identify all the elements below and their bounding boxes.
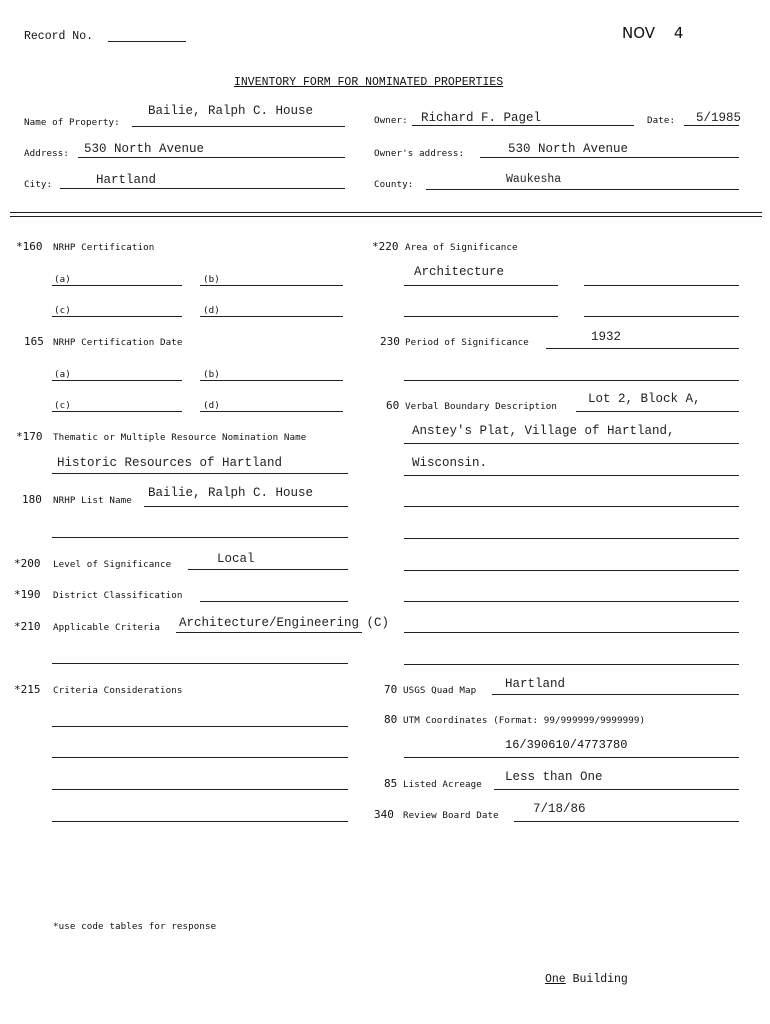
- field-60-line-8[interactable]: [404, 632, 739, 633]
- field-215-line-3[interactable]: [52, 789, 348, 790]
- field-80-number: 80: [384, 713, 398, 726]
- field-230-value[interactable]: 1932: [591, 330, 622, 344]
- field-160-label: NRHP Certification: [53, 242, 155, 253]
- property-name-label: Name of Property:: [24, 117, 120, 128]
- field-210-criteria: Architecture/Engineering: [179, 616, 360, 630]
- field-80-label: UTM Coordinates (Format: 99/999999/9999999): [403, 715, 646, 726]
- owner-label: Owner:: [374, 115, 408, 126]
- field-210-suffix: (C): [366, 616, 390, 630]
- field-200-number: *200: [14, 557, 41, 570]
- section-divider-top: [10, 212, 762, 213]
- owner-address-value[interactable]: 530 North Avenue: [508, 142, 629, 156]
- field-165-c-label: (c): [54, 400, 71, 411]
- field-200-label: Level of Significance: [53, 559, 172, 570]
- field-160-c-label: (c): [54, 305, 71, 316]
- field-165-d-line[interactable]: [200, 411, 343, 412]
- field-60-value-2[interactable]: Anstey's Plat, Village of Hartland,: [412, 424, 675, 438]
- field-180-value[interactable]: Bailie, Ralph C. House: [148, 486, 314, 500]
- field-165-b-label: (b): [203, 369, 220, 380]
- field-85-value[interactable]: Less than One: [505, 770, 603, 784]
- field-220-line-2[interactable]: [584, 285, 739, 286]
- field-165-a-label: (a): [54, 369, 71, 380]
- field-190-label: District Classification: [53, 590, 183, 601]
- field-70-value[interactable]: Hartland: [505, 677, 566, 691]
- field-215-line-1[interactable]: [52, 726, 348, 727]
- address-line: [78, 157, 345, 158]
- field-60-line-5[interactable]: [404, 538, 739, 539]
- field-160-a-line[interactable]: [52, 285, 182, 286]
- field-190-line[interactable]: [200, 601, 348, 602]
- stamp-month: NOV: [622, 24, 656, 42]
- resource-count-number: One: [545, 973, 566, 986]
- field-60-line-3: [404, 475, 739, 476]
- field-215-line-4[interactable]: [52, 821, 348, 822]
- field-170-line: [52, 473, 348, 474]
- field-165-number: 165: [24, 335, 44, 348]
- field-220-line-4[interactable]: [584, 316, 739, 317]
- field-60-value-1[interactable]: Lot 2, Block A,: [588, 392, 701, 406]
- code-tables-note: *use code tables for response: [53, 921, 217, 932]
- field-215-line-2[interactable]: [52, 757, 348, 758]
- date-line: [684, 125, 739, 126]
- field-60-line-9[interactable]: [404, 664, 739, 665]
- owner-line: [412, 125, 634, 126]
- field-220-line-1: [404, 285, 558, 286]
- field-180-number: 180: [22, 493, 42, 506]
- field-60-label: Verbal Boundary Description: [405, 401, 558, 412]
- field-220-line-3[interactable]: [404, 316, 558, 317]
- field-210-line: [176, 632, 362, 633]
- form-title: INVENTORY FORM FOR NOMINATED PROPERTIES: [234, 76, 504, 89]
- address-label: Address:: [24, 148, 70, 159]
- field-60-line-4[interactable]: [404, 506, 739, 507]
- field-60-line-2: [404, 443, 739, 444]
- field-210-value[interactable]: [179, 616, 389, 630]
- field-165-d-label: (d): [203, 400, 220, 411]
- field-70-line: [492, 694, 739, 695]
- owner-address-line: [480, 157, 739, 158]
- field-80-value[interactable]: 16/390610/4773780: [505, 738, 628, 752]
- date-value[interactable]: 5/1985: [696, 111, 742, 125]
- field-165-a-line[interactable]: [52, 380, 182, 381]
- field-60-value-3[interactable]: Wisconsin.: [412, 456, 488, 470]
- field-60-line-1: [576, 411, 739, 412]
- field-230-line: [546, 348, 739, 349]
- field-85-number: 85: [384, 777, 398, 790]
- county-label: County:: [374, 179, 414, 190]
- field-160-d-label: (d): [203, 305, 220, 316]
- city-value[interactable]: Hartland: [96, 173, 157, 187]
- field-210-line-2[interactable]: [52, 663, 348, 664]
- field-60-line-6[interactable]: [404, 570, 739, 571]
- received-date-stamp: [622, 24, 683, 42]
- field-60-line-7[interactable]: [404, 601, 739, 602]
- field-340-value[interactable]: 7/18/86: [533, 802, 586, 816]
- property-name-value[interactable]: Bailie, Ralph C. House: [148, 104, 314, 118]
- field-170-value[interactable]: Historic Resources of Hartland: [57, 456, 283, 470]
- field-160-d-line[interactable]: [200, 316, 343, 317]
- field-190-number: *190: [14, 588, 41, 601]
- field-215-number: *215: [14, 683, 41, 696]
- field-170-label: Thematic or Multiple Resource Nomination Name: [53, 432, 307, 443]
- owner-address-label: Owner's address:: [374, 148, 465, 159]
- field-165-b-line[interactable]: [200, 380, 343, 381]
- section-divider-bottom: [10, 216, 762, 217]
- field-215-label: Criteria Considerations: [53, 685, 183, 696]
- resource-count: [545, 973, 628, 986]
- field-165-c-line[interactable]: [52, 411, 182, 412]
- county-value[interactable]: Waukesha: [506, 173, 562, 186]
- stamp-day: 4: [673, 24, 684, 42]
- field-160-number: *160: [16, 240, 43, 253]
- field-70-label: USGS Quad Map: [403, 685, 477, 696]
- field-160-a-label: (a): [54, 274, 71, 285]
- field-220-number: *220: [372, 240, 399, 253]
- field-85-label: Listed Acreage: [403, 779, 482, 790]
- address-value[interactable]: 530 North Avenue: [84, 142, 205, 156]
- city-line: [60, 188, 345, 189]
- field-80-line: [404, 757, 739, 758]
- field-165-label: NRHP Certification Date: [53, 337, 183, 348]
- field-210-label: Applicable Criteria: [53, 622, 160, 633]
- field-180-line: [144, 506, 348, 507]
- field-170-number: *170: [16, 430, 43, 443]
- field-200-line: [188, 569, 348, 570]
- resource-type: Building: [572, 973, 628, 986]
- field-160-b-line[interactable]: [200, 285, 343, 286]
- property-name-line: [132, 126, 345, 127]
- field-160-c-line[interactable]: [52, 316, 182, 317]
- field-180-line-2[interactable]: [52, 537, 348, 538]
- field-230-line-2[interactable]: [404, 380, 739, 381]
- field-70-number: 70: [384, 683, 398, 696]
- field-220-value[interactable]: Architecture: [414, 265, 505, 279]
- field-60-number: 60: [386, 399, 400, 412]
- field-210-number: *210: [14, 620, 41, 633]
- field-85-line: [494, 789, 739, 790]
- owner-value[interactable]: Richard F. Pagel: [421, 111, 542, 125]
- field-160-b-label: (b): [203, 274, 220, 285]
- field-230-number: 230: [380, 335, 400, 348]
- field-200-value[interactable]: Local: [217, 552, 255, 566]
- field-340-label: Review Board Date: [403, 810, 499, 821]
- field-180-label: NRHP List Name: [53, 495, 132, 506]
- field-340-line: [514, 821, 739, 822]
- field-230-label: Period of Significance: [405, 337, 529, 348]
- city-label: City:: [24, 179, 53, 190]
- field-340-number: 340: [374, 808, 394, 821]
- field-220-label: Area of Significance: [405, 242, 518, 253]
- county-line: [426, 189, 739, 190]
- record-number-label: Record No.: [24, 30, 94, 43]
- record-number-field[interactable]: [108, 41, 186, 42]
- date-label: Date:: [647, 115, 676, 126]
